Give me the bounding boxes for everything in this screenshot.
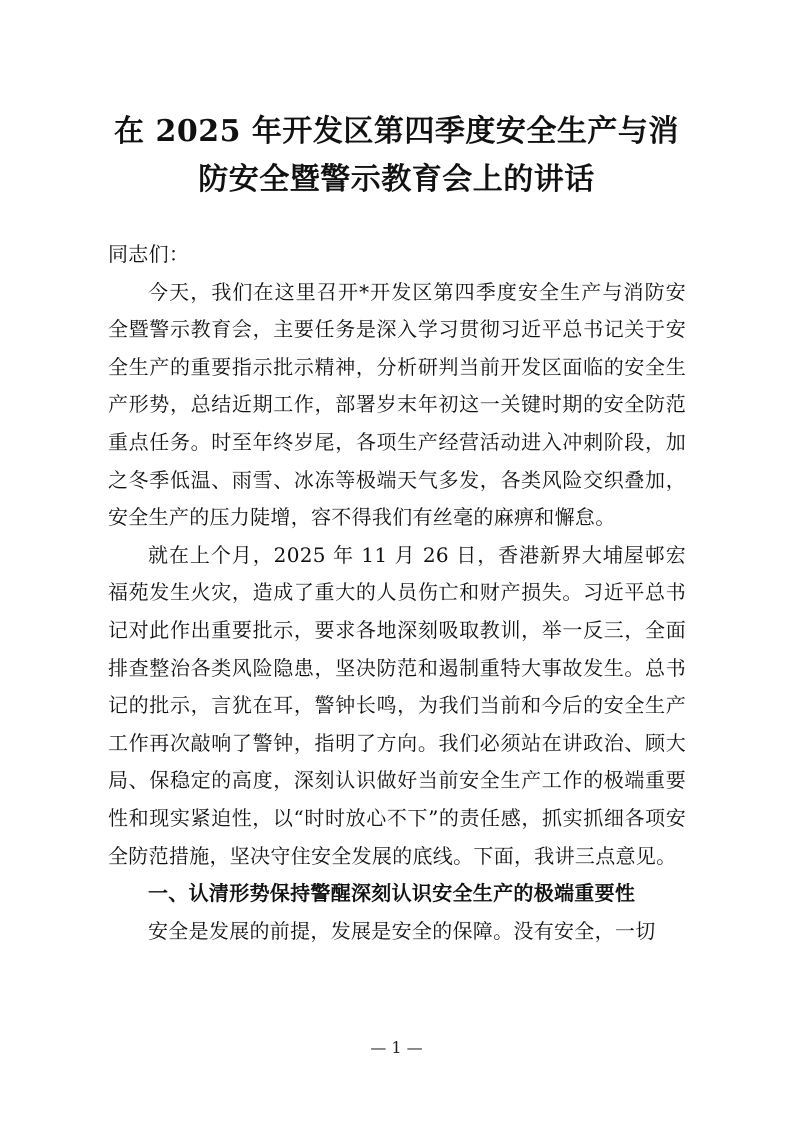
title-line-1: 在 2025 年开发区第四季度安全生产与消 (114, 114, 679, 149)
section-heading: 一、认清形势保持警醒深刻认识安全生产的极端重要性 (148, 881, 636, 906)
section-paragraph: 安全是发展的前提，发展是安全的保障。没有安全，一切 (148, 918, 656, 943)
title-line-2: 防安全暨警示教育会上的讲话 (198, 162, 595, 197)
document-title (60, 108, 733, 204)
page-number: — 1 — (370, 1038, 423, 1057)
body-paragraph: 就在上个月，2025 年 11 月 26 日，香港新界大埔屋邨宏福苑发生火灾，造成了重大的人员伤亡和财产损失。习近平总书记对此作出重要批示，要求各地深刻吸取教训，举一反三，全面排查整治各类风险隐患，坚决防范和遏制重特大事故发生。总书记的批示，言犹在耳，警钟长鸣，为我们当前和今后的安全生产工作再次敲响了警钟，指明了方向。我们必须站在讲政治、顾大局、保稳定的高度，深刻认识做好当前安全生产工作的极端重要性和现实紧迫性，以“时时放心不下”的责任感，抓实抓细各项安全防范措施，坚决守住安全发展的底线。下面，我讲三点意见。 (108, 542, 686, 868)
body-paragraph: 今天，我们在这里召开*开发区第四季度安全生产与消防安全暨警示教育会，主要任务是深入学习贯彻习近平总书记关于安全生产的重要指示批示精神，分析研判当前开发区面临的安全生产形势，总结近期工作，部署岁末年初这一关键时期的安全防范重点任务。时至年终岁尾，各项生产经营活动进入冲刺阶段，加之冬季低温、雨雪、冰冻等极端天气多发，各类风险交织叠加，安全生产的压力陡增，容不得我们有丝毫的麻痹和懈怠。 (108, 279, 686, 530)
document-body (108, 236, 686, 950)
salutation: 同志们： (108, 242, 190, 266)
